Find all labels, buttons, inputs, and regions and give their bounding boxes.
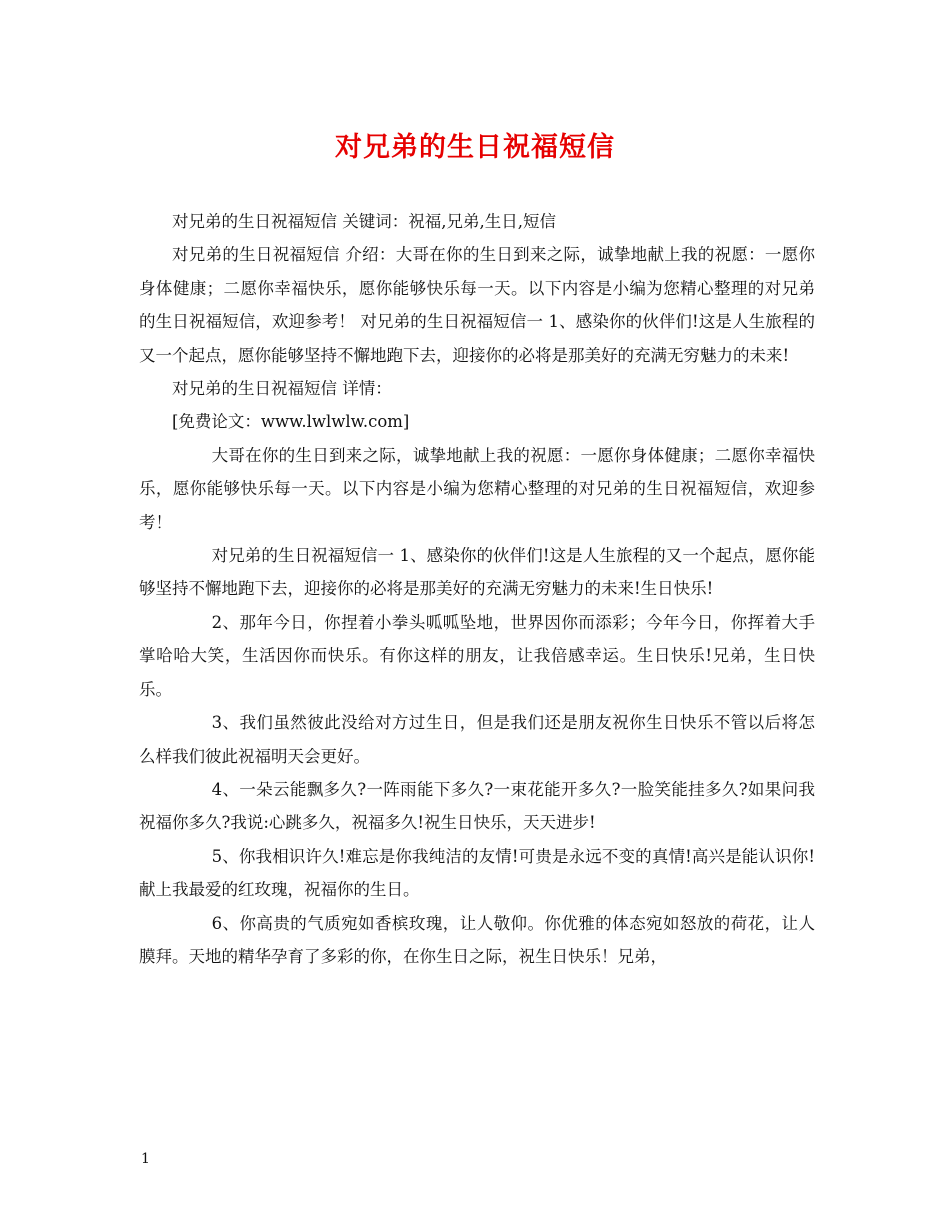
keywords-paragraph: 对兄弟的生日祝福短信 关键词：祝福,兄弟,生日,短信: [172, 212, 556, 231]
body-paragraph: 5、你我相识许久!难忘是你我纯洁的友情!可贵是永远不变的真情!高兴是能认识你!献上我最爱的红玫瑰，祝福你的生日。: [139, 846, 815, 900]
document-body: [139, 205, 815, 973]
body-paragraph: 2、那年今日，你捏着小拳头呱呱坠地，世界因你而添彩；今年今日，你挥着大手掌哈哈大笑，生活因你而快乐。有你这样的朋友，让我倍感幸运。生日快乐!兄弟，生日快乐。: [139, 612, 815, 699]
body-paragraph: 大哥在你的生日到来之际，诚挚地献上我的祝愿：一愿你身体健康；二愿你幸福快乐，愿你能够快乐每一天。以下内容是小编为您精心整理的对兄弟的生日祝福短信，欢迎参考！: [139, 445, 815, 532]
details-heading: 对兄弟的生日祝福短信 详情：: [172, 379, 392, 399]
source-note: [免费论文：www.lwlwlw.com]: [172, 412, 410, 432]
page-number: 1: [141, 1151, 150, 1167]
body-paragraph: 6、你高贵的气质宛如香槟玫瑰，让人敬仰。你优雅的体态宛如怒放的荷花，让人膜拜。天地的精华孕育了多彩的你，在你生日之际，祝生日快乐！兄弟，: [139, 913, 815, 966]
body-paragraph: 对兄弟的生日祝福短信一 1、感染你的伙伴们!这是人生旅程的又一个起点，愿你能够坚持不懈地跑下去，迎接你的必将是那美好的充满无穷魅力的未来!生日快乐!: [139, 546, 815, 599]
body-paragraph: 4、一朵云能飘多久?一阵雨能下多久?一束花能开多久?一脸笑能挂多久?如果问我祝福你多久?我说:心跳多久，祝福多久!祝生日快乐，天天进步!: [139, 779, 815, 833]
document-title: 对兄弟的生日祝福短信: [335, 132, 615, 163]
body-paragraph: 3、我们虽然彼此没给对方过生日，但是我们还是朋友祝你生日快乐不管以后将怎么样我们彼此祝福明天会更好。: [139, 713, 815, 766]
intro-paragraph: 对兄弟的生日祝福短信 介绍：大哥在你的生日到来之际，诚挚地献上我的祝愿：一愿你身体健康；二愿你幸福快乐，愿你能够快乐每一天。以下内容是小编为您精心整理的对兄弟的生日祝福短信，欢迎参考！ 对兄弟的生日祝福短信一 1、感染你的伙伴们!这是人生旅程的又一个起点，愿你能够坚持不懈地跑下去，迎接你的必将是那美好的充满无穷魅力的未来!: [139, 245, 815, 365]
